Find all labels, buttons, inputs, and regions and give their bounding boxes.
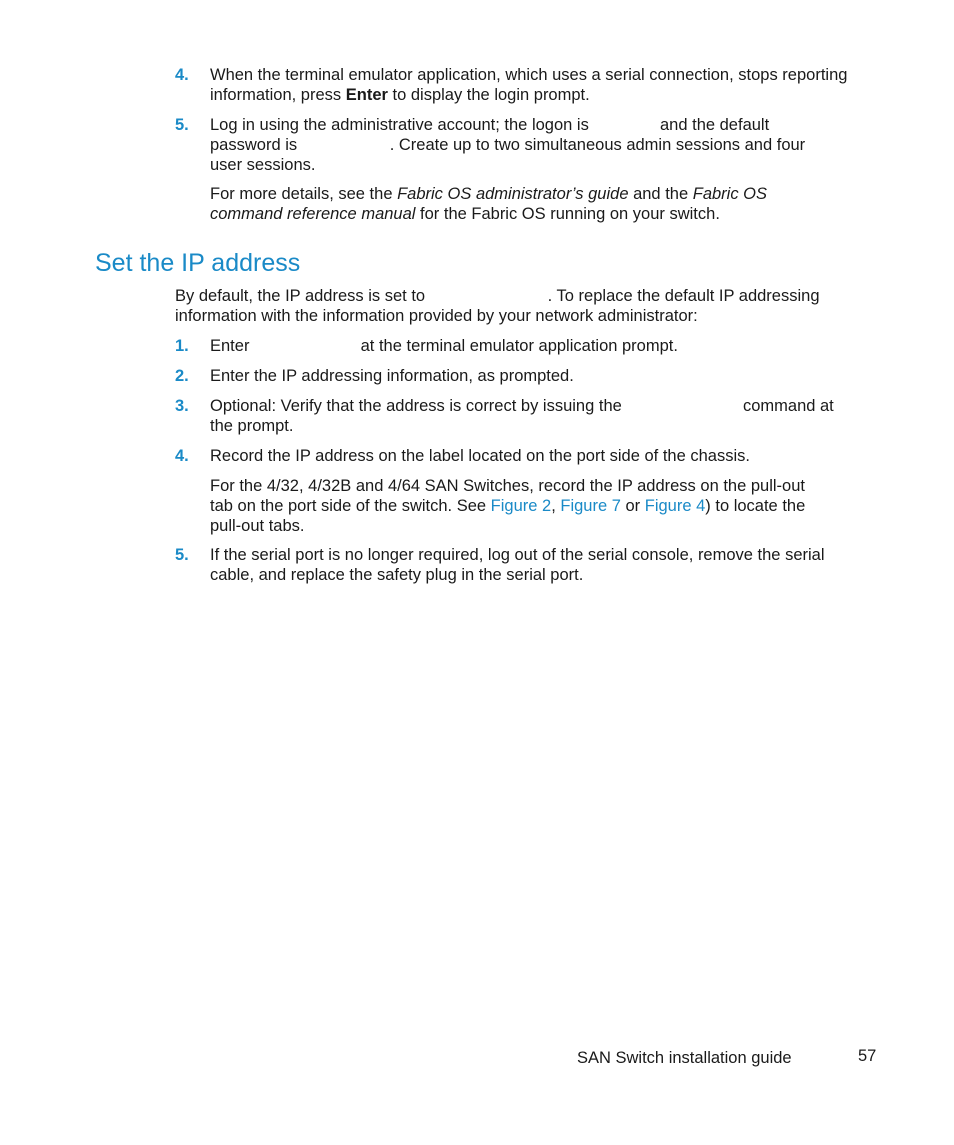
note-paragraph [210,476,830,536]
figure-7-link[interactable]: Figure 7 [560,497,621,515]
details-italic-2: Fabric OS command reference manual [210,185,768,223]
step-4 [175,446,850,466]
step-4-top [175,65,850,105]
step-text: If the serial port is no longer required, log out of the serial console, remove the serial cable, and replace the safety plug in the serial port. [210,546,825,584]
details-text-2: and the [628,185,693,203]
page-number: 57 [858,1047,877,1065]
note-text-end: ) to locate the pull-out tabs. [210,497,806,535]
step-number: 1. [175,337,189,355]
figure-2-link[interactable]: Figure 2 [490,497,552,515]
step-number: 2. [175,367,189,385]
step-text-end: . Create up to two simultaneous admin sessions and four user sessions. [210,136,806,174]
footer-title: SAN Switch installation guide [577,1049,792,1067]
note-sep-2: or [620,497,645,515]
figure-4-link[interactable]: Figure 4 [644,497,706,515]
step-5-top [175,115,835,175]
intro-text: By default, the IP address is set to [175,287,430,305]
step-text: Log in using the administrative account; the logon is [210,116,594,134]
step-text-mid: and the default password is [210,116,770,154]
step-text: Enter [210,337,255,355]
step-number: 4. [175,66,189,84]
step-2 [175,366,850,386]
step-text: When the terminal emulator application, which uses a serial connection, stops reporting information, press [210,66,848,104]
step-3 [175,396,840,436]
step-1 [175,336,850,356]
step-text-end: command at the prompt. [210,397,834,435]
details-text-3: for the Fabric OS running on your switch. [415,205,720,223]
details-italic-1: Fabric OS administrator’s guide [397,185,629,203]
step-text: Enter the IP addressing information, as prompted. [210,367,574,385]
step-5 [175,545,855,585]
step-number: 3. [175,397,189,415]
step-text-end: to display the login prompt. [387,86,590,104]
step-number: 5. [175,546,189,564]
step-key: Enter [345,86,388,104]
details-paragraph [210,184,820,224]
step-number: 4. [175,447,189,465]
step-number: 5. [175,116,189,134]
step-text: Optional: Verify that the address is correct by issuing the [210,397,627,415]
intro-text-end: . To replace the default IP addressing information with the information provided by your network administrator: [175,287,820,325]
section-heading: Set the IP address [95,249,301,277]
details-text: For more details, see the [210,185,398,203]
note-text: For the 4/32, 4/32B and 4/64 SAN Switches, record the IP address on the pull-out tab on the port side of the switch. See [210,477,805,515]
step-text-end: at the terminal emulator application prompt. [356,337,678,355]
note-sep: , [551,497,561,515]
step-text: Record the IP address on the label located on the port side of the chassis. [210,447,750,465]
intro-paragraph [175,286,845,326]
